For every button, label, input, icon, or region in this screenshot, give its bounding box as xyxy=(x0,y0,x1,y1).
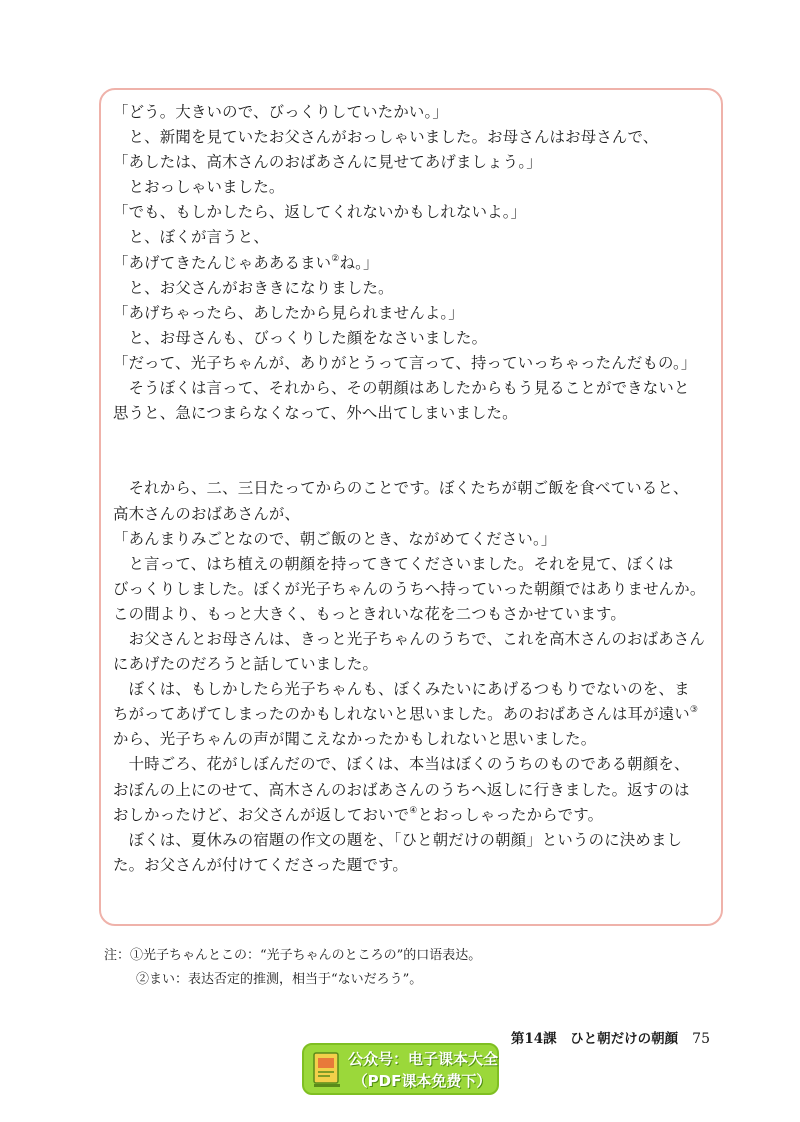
watermark-line-2: （PDF课本免费下） xyxy=(352,1072,492,1090)
story-line: と言って、はち植えの朝顔を持ってきてくださいました。それを見て、ぼくは xyxy=(128,554,674,573)
story-line: 「でも、もしかしたら、返してくれないかもしれないよ。」 xyxy=(113,203,527,222)
story-line: から、光子ちゃんの声が聞こえなかったかもしれないと思いました。 xyxy=(113,730,597,749)
footnote-mark: ④ xyxy=(409,805,418,816)
story-line: お父さんとお母さんは、きっと光子ちゃんのうちで、これを高木さんのおばあさん xyxy=(128,629,705,648)
book-logo-icon xyxy=(312,1050,342,1088)
story-line: 「あげてきたんじゃああるまい②ね。」 xyxy=(113,253,379,272)
story-line: た。お父さんが付けてくださった題です。 xyxy=(113,855,408,874)
footnotes xyxy=(104,944,704,992)
watermark-text xyxy=(348,1048,499,1092)
story-line: と、お母さんも、びっくりした顔をなさいました。 xyxy=(128,328,488,347)
story-line: おしかったけど、お父さんが返しておいで④とおっしゃったからです。 xyxy=(113,805,604,824)
story-line: と、ぼくが言うと、 xyxy=(128,228,269,247)
footnote-1: 注：①光子ちゃんとこの：“光子ちゃんのところの”的口语表达。 xyxy=(104,948,482,963)
story-line: 高木さんのおばあさんが、 xyxy=(113,504,301,523)
story-line: この間より、もっと大きく、もっときれいな花を二つもさかせています。 xyxy=(113,604,626,623)
watermark-line-1: 公众号：电子课本大全 xyxy=(348,1050,499,1068)
story-line: 思うと、急につまらなくなって、外へ出てしまいました。 xyxy=(113,404,518,423)
lesson-title: 第14課 ひと朝だけの朝顔 xyxy=(510,1031,679,1047)
story-line: と、お父さんがおききになりました。 xyxy=(128,278,394,297)
story-line: 「あげちゃったら、あしたから見られませんよ。」 xyxy=(113,303,464,322)
story-line: とおっしゃいました。 xyxy=(128,178,285,197)
story-line: 「どう。大きいので、びっくりしていたかい。」 xyxy=(113,103,448,121)
page-number: 75 xyxy=(692,1031,710,1047)
page-footer xyxy=(511,1027,710,1047)
story-line: 「あしたは、高木さんのおばあさんに見せてあげましょう。」 xyxy=(113,153,542,172)
story-line: 「あんまりみごとなので、朝ご飯のとき、ながめてください。」 xyxy=(113,529,557,548)
watermark-badge xyxy=(302,1043,499,1095)
footnote-mark: ③ xyxy=(689,705,699,716)
story-line: ぼくは、夏休みの宿題の作文の題を、「ひと朝だけの朝顔」というのに決めまし xyxy=(128,830,683,849)
story-text xyxy=(113,100,713,878)
footnote-2: ②まい：表达否定的推测，相当于“ないだろう”。 xyxy=(136,972,423,987)
story-line: そうぼくは言って、それから、その朝顔はあしたからもう見ることができないと xyxy=(128,379,690,398)
story-line: おぼんの上にのせて、高木さんのおばあさんのうちへ返しに行きました。返すのは xyxy=(113,780,690,799)
footnote-mark: ② xyxy=(331,253,340,264)
story-line: と、新聞を見ていたお父さんがおっしゃいました。お母さんはお母さんで、 xyxy=(128,128,659,147)
story-line: ぼくは、もしかしたら光子ちゃんも、ぼくみたいにあげるつもりでないのを、ま xyxy=(128,680,690,699)
footnote-label: 注： xyxy=(104,948,131,963)
story-line: ちがってあげてしまったのかもしれないと思いました。あのおばあさんは耳が遠い③ xyxy=(113,705,699,724)
paragraph-gap xyxy=(113,426,713,476)
story-line: 十時ごろ、花がしぼんだので、ぼくは、本当はぼくのうちのものである朝顔を、 xyxy=(128,755,690,774)
story-line: びっくりしました。ぼくが光子ちゃんのうちへ持っていった朝顔ではありませんか。 xyxy=(113,579,706,598)
story-line: それから、二、三日たってからのことです。ぼくたちが朝ご飯を食べていると、 xyxy=(128,479,689,498)
story-line: 「だって、光子ちゃんが、ありがとうって言って、持っていっちゃったんだもの。」 xyxy=(113,353,697,372)
story-line: にあげたのだろうと話していました。 xyxy=(113,655,379,674)
